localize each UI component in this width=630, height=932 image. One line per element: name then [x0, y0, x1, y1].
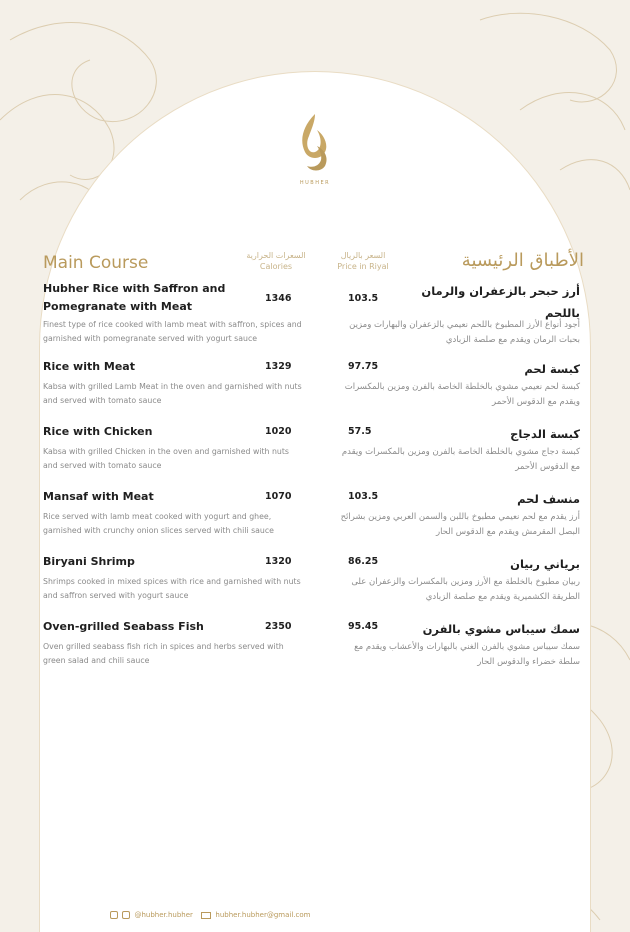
snapchat-icon[interactable] — [122, 911, 130, 919]
item-description-en: Kabsa with grilled Lamb Meat in the oven and garnished with nuts and served with tomato sauce — [43, 382, 302, 405]
item-name-en: Rice with Chicken — [43, 425, 153, 438]
item-name-ar: سمك سيباس مشوي بالفرن — [422, 622, 580, 636]
instagram-icon[interactable] — [110, 911, 118, 919]
item-calories: 1320 — [265, 556, 292, 567]
social-handle[interactable]: @hubher.hubher — [134, 911, 193, 919]
item-calories: 1020 — [265, 426, 292, 437]
item-price: 95.45 — [348, 621, 379, 632]
item-description-en: Shrimps cooked in mixed spices with rice and garnished with nuts and saffron served with yogurt sauce — [43, 577, 301, 600]
contact-footer — [110, 911, 410, 919]
mail-icon — [201, 912, 211, 919]
brand-logo — [285, 112, 345, 192]
item-description-ar: كبسة لحم نعيمي مشوي بالخلطة الخاصة بالفرن ومزين بالمكسرات ويقدم مع الدقوس الأحمر — [344, 382, 580, 407]
item-description-ar: أرز يقدم مع لحم نعيمي مطبوخ باللبن والسمن العربي ومزين بشرائح البصل المقرمش ويقدم مع الدقوس الحار — [340, 512, 580, 537]
calories-header-en: Calories — [259, 262, 293, 271]
calories-column-header — [236, 250, 316, 272]
item-name-en: Hubher Rice with Saffron and Pomegranate with Meat — [43, 282, 226, 313]
item-name-en: Oven-grilled Seabass Fish — [43, 620, 204, 633]
item-name-en: Rice with Meat — [43, 360, 135, 373]
item-description-ar: كبسة دجاج مشوي بالخلطة الخاصة بالفرن ومزين بالمكسرات ويقدم مع الدقوس الأحمر — [341, 447, 580, 472]
email-address[interactable]: hubher.hubher@gmail.com — [215, 911, 311, 919]
flame-logo-icon — [295, 112, 335, 174]
item-price: 103.5 — [348, 491, 379, 502]
calories-header-ar: السعرات الحرارية — [246, 251, 306, 260]
section-title-en: Main Course — [43, 253, 149, 273]
item-name-ar: برياني ربيان — [510, 557, 580, 571]
item-price: 103.5 — [348, 293, 379, 304]
item-calories: 1329 — [265, 361, 292, 372]
logo-caption: HUBHER — [299, 180, 331, 186]
item-price: 57.5 — [348, 426, 372, 437]
price-header-en: Price in Riyal — [337, 262, 389, 271]
item-description-ar: أجود أنواع الأرز المطبوخ باللحم نعيمي بالزعفران والبهارات ومزين بحبات الرمان ويقدم مع صلصة الزبادي — [349, 320, 580, 345]
item-description-ar: ربيان مطبوخ بالخلطة مع الأرز ومزين بالمكسرات والزعفران على الطريقة الكشميرية ويقدم مع صلصة الزبادي — [351, 577, 580, 602]
item-name-en: Mansaf with Meat — [43, 490, 154, 503]
item-price: 97.75 — [348, 361, 379, 372]
item-description-ar: سمك سيباس مشوي بالفرن الغني بالبهارات والأعشاب ويقدم مع سلطة خضراء والدقوس الحار — [354, 642, 580, 667]
item-name-ar: منسف لحم — [517, 492, 580, 506]
price-header-ar: السعر بالريال — [340, 251, 386, 260]
item-description-en: Oven grilled seabass fish rich in spices and herbs served with green salad and chili sauce — [43, 642, 284, 665]
item-description-en: Rice served with lamb meat cooked with yogurt and ghee, garnished with crunchy onion slices served with chili sauce — [43, 512, 274, 535]
item-name-ar: كبسة الدجاج — [510, 427, 580, 441]
item-name-ar: كبسة لحم — [524, 362, 580, 376]
item-name-ar: أرز حبحر بالزعفران والرمان باللحم — [421, 284, 580, 320]
item-name-en: Biryani Shrimp — [43, 555, 135, 568]
item-calories: 2350 — [265, 621, 292, 632]
item-calories: 1070 — [265, 491, 292, 502]
item-description-en: Kabsa with grilled Chicken in the oven and garnished with nuts and served with tomato sauce — [43, 447, 289, 470]
item-price: 86.25 — [348, 556, 379, 567]
item-description-en: Finest type of rice cooked with lamb meat with saffron, spices and garnished with pomegranate served with yogurt sauce — [43, 320, 302, 343]
section-title-ar: الأطباق الرئيسية — [461, 250, 584, 271]
price-column-header — [328, 250, 398, 272]
item-calories: 1346 — [265, 293, 292, 304]
